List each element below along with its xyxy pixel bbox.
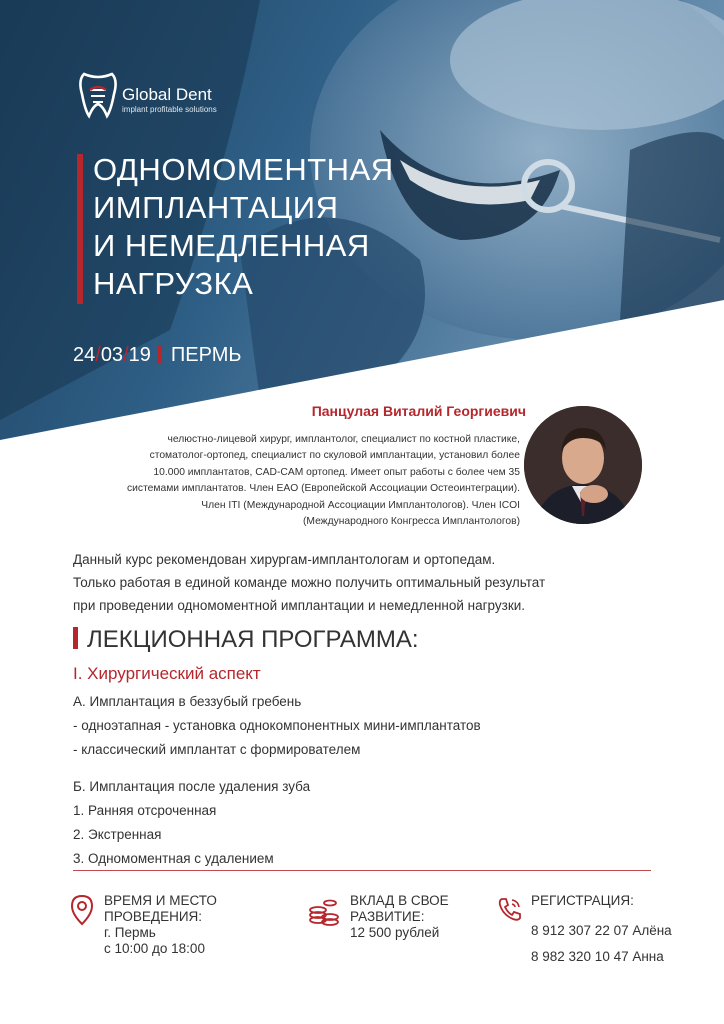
date-month: 03 — [100, 344, 124, 366]
speaker-portrait-icon — [524, 406, 642, 524]
phone-number[interactable]: 8 982 320 10 47 Анна — [531, 949, 664, 964]
info-heading: РАЗВИТИЕ: — [350, 909, 425, 924]
bio-line: челюстно-лицевой хирург, имплантолог, специалист по костной пластике, — [167, 434, 520, 445]
title-accent-bar — [77, 154, 83, 304]
list-item: 2. Экстренная — [73, 827, 162, 842]
intro-line: Только работая в единой команде можно получить оптимальный результат — [73, 575, 546, 590]
speaker-name: Панцулая Виталий Георгиевич — [311, 403, 526, 419]
info-heading: ВКЛАД В СВОЕ — [350, 893, 449, 908]
speaker-bio — [90, 432, 520, 530]
list-item: - одноэтапная - установка однокомпонентных мини-имплантатов — [73, 718, 481, 733]
list-item: Б. Имплантация после удаления зуба — [73, 779, 311, 794]
coins-icon — [308, 896, 340, 928]
date-year: 19 — [128, 344, 151, 366]
event-date — [73, 344, 242, 367]
list-item: - классический имплантат с формирователем — [73, 742, 361, 757]
date-separator: / — [95, 344, 101, 366]
brand-name: Global Dent — [122, 85, 212, 104]
title-line: И НЕМЕДЛЕННАЯ — [93, 228, 370, 263]
info-place — [104, 893, 217, 957]
date-divider — [158, 345, 162, 363]
date-day: 24 — [73, 344, 96, 366]
info-fee — [350, 893, 449, 941]
date-separator: / — [123, 344, 129, 366]
info-heading: ПРОВЕДЕНИЯ: — [104, 909, 203, 924]
bio-line: Член ITI (Международной Ассоциации Имплантологов). Член ICOI — [201, 499, 520, 511]
bio-line: 10.000 имплантатов, CAD-CAM ортопед. Имеет опыт работы с более чем 35 — [153, 466, 520, 478]
event-city: ПЕРМЬ — [170, 344, 242, 366]
bio-line: (Международного Конгресса Имплантологов) — [302, 516, 520, 528]
bio-line: системами имплантатов. Член EAO (Европейской Ассоциации Остеоинтеграции). — [127, 483, 520, 495]
tooth-logo-icon — [78, 70, 118, 120]
phone-icon — [497, 896, 523, 922]
title-line: ИМПЛАНТАЦИЯ — [93, 190, 339, 225]
bio-line: стоматолог-ортопед, специалист по скуловой имплантации, установил более — [149, 450, 520, 462]
intro-line: при проведении одномоментной имплантации и немедленной нагрузки. — [73, 598, 526, 613]
hero-banner — [0, 0, 724, 440]
info-heading: ВРЕМЯ И МЕСТО — [104, 893, 217, 908]
info-heading: РЕГИСТРАЦИЯ: — [531, 893, 634, 908]
program-heading-text: ЛЕКЦИОННАЯ ПРОГРАММА: — [87, 626, 419, 653]
phone-number[interactable]: 8 912 307 22 07 Алёна — [531, 923, 672, 938]
section-title: I. Хирургический аспект — [73, 664, 261, 683]
program-heading — [73, 626, 419, 654]
program-list — [73, 690, 481, 871]
title-line: НАГРУЗКА — [93, 266, 254, 301]
info-value: г. Пермь — [104, 925, 156, 940]
title-line: ОДНОМОМЕНТНАЯ — [93, 152, 394, 187]
info-registration — [531, 893, 672, 965]
location-pin-icon — [70, 894, 94, 926]
list-item: 3. Одномоментная с удалением — [73, 851, 274, 866]
info-value: 12 500 рублей — [350, 925, 440, 940]
brand-logo — [78, 70, 258, 120]
list-item: А. Имплантация в беззубый гребень — [73, 694, 302, 709]
section-divider — [73, 870, 651, 871]
info-value: с 10:00 до 18:00 — [104, 941, 205, 956]
speaker-photo — [524, 406, 642, 524]
course-intro — [73, 548, 545, 617]
brand-tagline: implant profitable solutions — [122, 105, 217, 114]
list-item: 1. Ранняя отсроченная — [73, 803, 217, 818]
heading-marker — [73, 627, 78, 649]
page-title — [93, 151, 394, 303]
intro-line: Данный курс рекомендован хирургам-имплантологам и ортопедам. — [73, 552, 496, 567]
